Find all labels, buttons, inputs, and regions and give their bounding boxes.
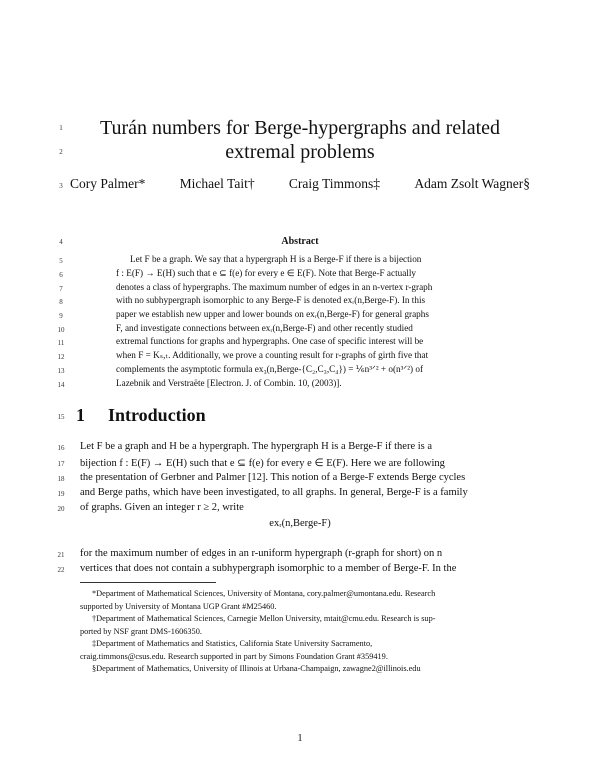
line-number: 20 [57, 505, 65, 513]
author-list [70, 176, 530, 192]
footnote-line: supported by University of Montana UGP Grant #M25460. [80, 602, 277, 611]
author: Cory Palmer* [70, 176, 146, 191]
body-line: of graphs. Given an integer r ≥ 2, write [80, 502, 244, 513]
abstract-line: with no subhypergraph isomorphic to any Berge-F is denoted exᵣ(n,Berge-F). In this [116, 295, 426, 305]
footnote [80, 587, 530, 613]
line-number: 21 [57, 551, 65, 559]
body-line: bijection f : E(F) → E(H) such that e ⊆ f(e) for every e ∈ E(F). Here we are following [80, 458, 445, 469]
line-number: 10 [57, 326, 65, 334]
footnote-rule [80, 582, 216, 583]
body-line: Let F be a graph and H be a hypergraph. The hypergraph H is a Berge-F if there is a [80, 441, 433, 452]
line-number: 22 [57, 566, 65, 574]
line-number: 14 [57, 381, 65, 389]
abstract-line: when F = Kₛ,ₜ. Additionally, we prove a counting result for r-graphs of girth five that [116, 350, 429, 360]
footnote-line: ported by NSF grant DMS-1606350. [80, 627, 202, 636]
line-number: 6 [59, 271, 63, 279]
line-number: 18 [57, 475, 65, 483]
line-number: 15 [57, 413, 65, 421]
line-number: 2 [59, 148, 63, 156]
body-line: the presentation of Gerbner and Palmer [12]. This notion of a Berge-F extends Berge cycles [80, 472, 466, 483]
page-number: 1 [297, 733, 303, 744]
paper-title-line-2: extremal problems [225, 141, 375, 163]
abstract-line: f : E(F) → E(H) such that e ⊆ f(e) for every e ∈ E(F). Note that Berge-F actually [116, 268, 416, 278]
line-number: 17 [57, 460, 65, 468]
display-formula: exᵣ(n,Berge-F) [269, 518, 331, 529]
line-number: 8 [59, 298, 63, 306]
author: Adam Zsolt Wagner§ [414, 176, 530, 191]
footnote [80, 612, 530, 638]
line-number: 9 [59, 312, 63, 320]
line-number: 5 [59, 257, 63, 265]
abstract-line: Let F be a graph. We say that a hypergraph H is a Berge-F if there is a bijection [130, 254, 422, 264]
footnote-line: §Department of Mathematics, University of Illinois at Urbana-Champaign, zawagne2@illinois.edu [92, 664, 421, 673]
line-number: 19 [57, 490, 65, 498]
footnote-line: craig.timmons@csus.edu. Research supported in part by Simons Foundation Grant #359419. [80, 652, 388, 661]
author: Michael Tait† [179, 176, 255, 191]
abstract-line: Lazebnik and Verstraëte [Electron. J. of Combin. 10, (2003)]. [116, 378, 342, 388]
line-number: 11 [57, 339, 65, 347]
line-number: 7 [59, 285, 63, 293]
section-heading [76, 405, 206, 426]
footnote-line: †Department of Mathematical Sciences, Carnegie Mellon University, mtait@cmu.edu. Research is sup- [92, 614, 436, 623]
section-title: Introduction [108, 405, 206, 425]
abstract-line: complements the asymptotic formula ex₃(n,Berge-{C₂,C₃,C₄}) = ⅙n³ᐟ² + o(n³ᐟ²) of [116, 364, 424, 374]
footnote [80, 662, 530, 675]
abstract-line: F, and investigate connections between exᵣ(n,Berge-F) and other recently studied [116, 323, 413, 333]
abstract-heading: Abstract [281, 236, 319, 247]
body-line: for the maximum number of edges in an r-uniform hypergraph (r-graph for short) on n [80, 548, 443, 559]
footnote-line: ‡Department of Mathematics and Statistics, California State University Sacramento, [92, 639, 373, 648]
footnote-line: *Department of Mathematical Sciences, University of Montana, cory.palmer@umontana.edu. Research [92, 589, 436, 598]
abstract-line: paper we establish new upper and lower bounds on exᵣ(n,Berge-F) for general graphs [116, 309, 429, 319]
line-number: 13 [57, 367, 65, 375]
footnote [80, 637, 530, 663]
abstract-line: extremal functions for graphs and hypergraphs. One case of specific interest will be [116, 336, 424, 346]
body-line: and Berge paths, which have been investigated, to all graphs. In general, Berge-F is a family [80, 487, 468, 498]
line-number: 12 [57, 353, 65, 361]
author: Craig Timmons‡ [288, 176, 381, 191]
section-number: 1 [76, 405, 85, 425]
paper-title-line-1: Turán numbers for Berge-hypergraphs and related [99, 117, 501, 139]
abstract-line: denotes a class of hypergraphs. The maximum number of edges in an n-vertex r-graph [116, 282, 433, 292]
line-number: 1 [59, 124, 63, 132]
line-number: 3 [59, 182, 63, 190]
line-number: 4 [59, 238, 63, 246]
body-line: vertices that does not contain a subhypergraph isomorphic to a member of Berge-F. In the [80, 563, 457, 574]
line-number: 16 [57, 444, 65, 452]
